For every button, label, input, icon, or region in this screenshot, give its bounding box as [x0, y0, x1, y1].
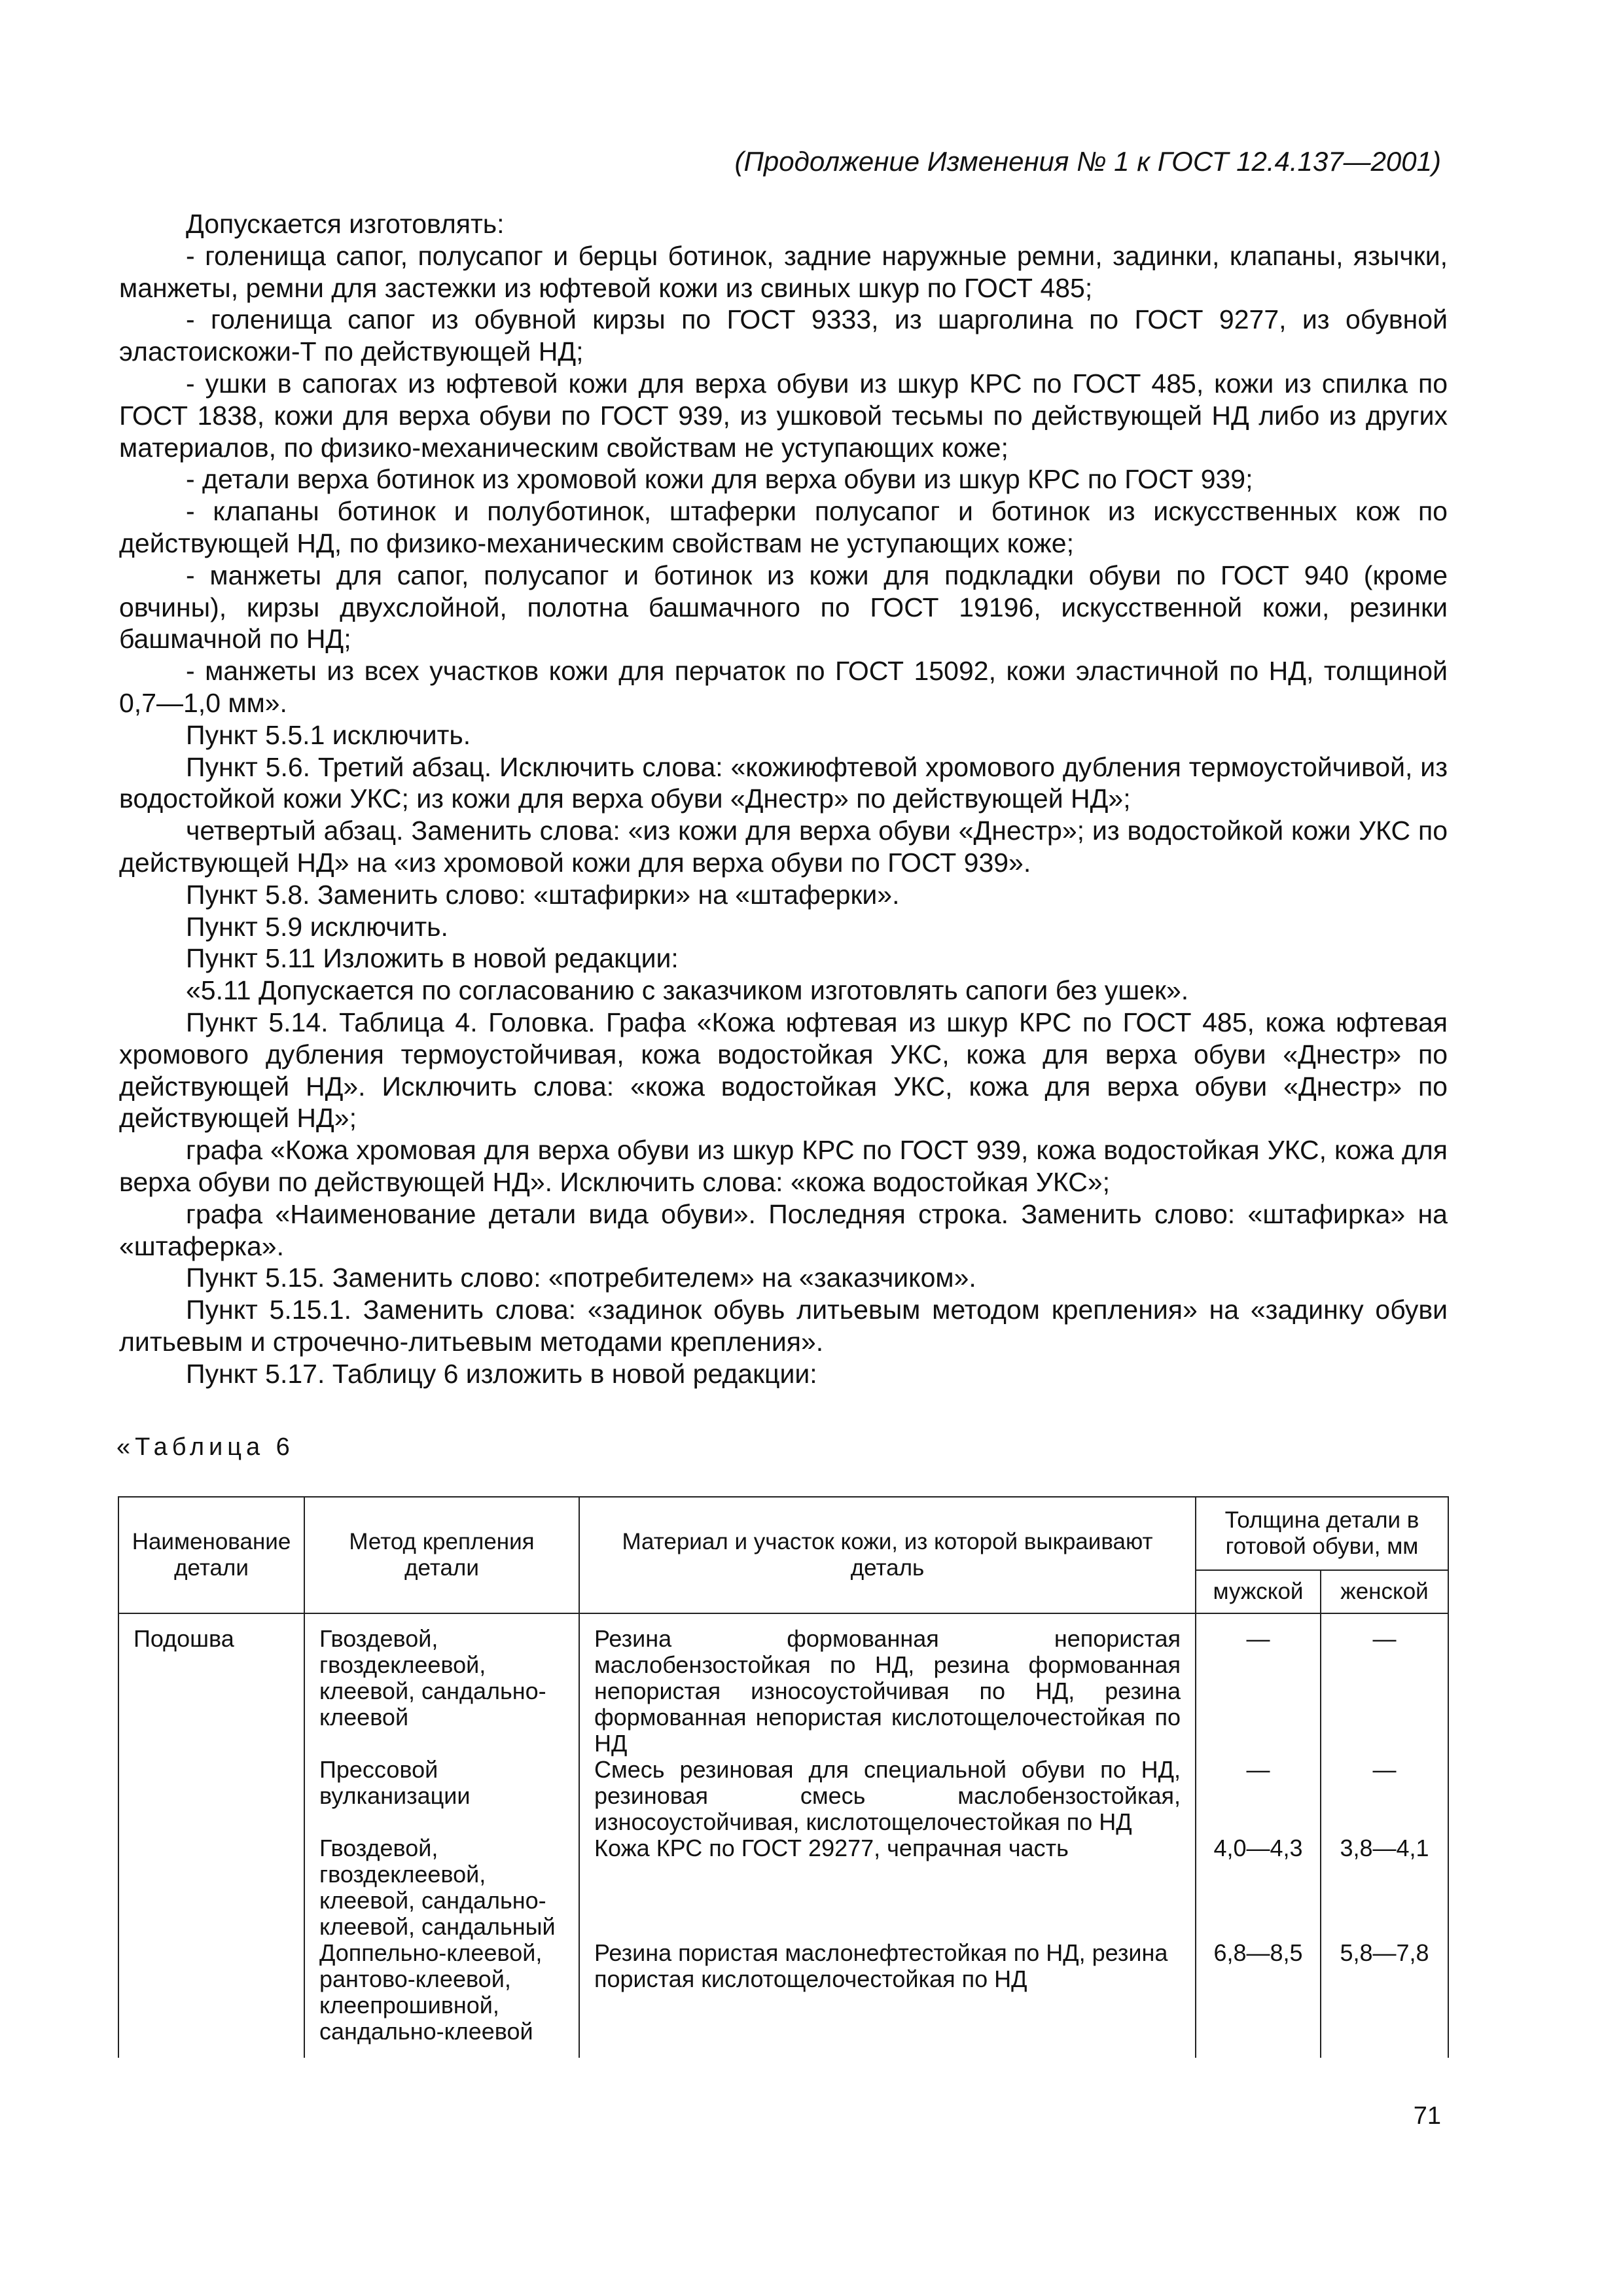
table-6: [118, 1496, 1448, 2058]
paragraph: - манжеты для сапог, полусапог и ботинок из кожи для подкладки обуви по ГОСТ 940 (кроме овчины), кирзы двухслойной, полотна башмачного по ГОСТ 19196, искусственной кожи, резинки башмачной по НД;: [119, 560, 1448, 655]
cell-part: [118, 1835, 304, 1940]
paragraph: Пункт 5.17. Таблицу 6 изложить в новой редакции:: [186, 1358, 817, 1389]
paragraph: - голенища сапог, полусапог и берцы ботинок, задние наружные ремни, задинки, клапаны, язычки, манжеты, ремни для застежки из юфтевой кожи из свиных шкур по ГОСТ 485;: [119, 240, 1448, 303]
paragraph: графа «Наименование детали вида обуви». Последняя строка. Заменить слово: «штафирка» на «штаферка».: [119, 1198, 1448, 1261]
cell-male: 4,0—4,3: [1196, 1835, 1321, 1940]
cell-material: Кожа КРС по ГОСТ 29277, чепрачная часть: [579, 1835, 1196, 1940]
cell-part: [118, 1757, 304, 1835]
table-row: [118, 1757, 1448, 1835]
header-male: мужской: [1196, 1570, 1321, 1613]
paragraph: - ушки в сапогах из юфтевой кожи для верха обуви из шкур КРС по ГОСТ 485, кожи из спилка по ГОСТ 1838, кожи для верха обуви по ГОСТ 939, из ушковой тесьмы по действующей НД либо из других материалов, по физико-механическим свойствам не уступающих коже;: [119, 368, 1448, 463]
running-header: (Продолжение Изменения № 1 к ГОСТ 12.4.137—2001): [734, 146, 1441, 177]
cell-material: Резина пористая маслонефтестойкая по НД, резина пористая кислотощелочестойкая по НД: [579, 1940, 1196, 2058]
paragraph: Допускается изготовлять:: [186, 209, 505, 239]
table-row: [118, 1613, 1448, 1757]
header-method: Метод крепления детали: [304, 1497, 579, 1613]
paragraph: Пункт 5.14. Таблица 4. Головка. Графа «Кожа юфтевая из шкур КРС по ГОСТ 485, кожа юфтевая хромового дубления термоустойчивая, кожа водостойкая УКС, кожа для верха обуви «Днестр» по действующей НД». Исключить слова: «кожа водостойкая УКС, кожа для верха обуви «Днестр» по действующей НД»;: [119, 1007, 1448, 1134]
paragraph: - детали верха ботинок из хромовой кожи для верха обуви из шкур КРС по ГОСТ 939;: [186, 464, 1253, 495]
header-thickness: Толщина детали в готовой обуви, мм: [1196, 1497, 1448, 1570]
cell-female: —: [1321, 1757, 1448, 1835]
cell-method: Гвоздевой, гвоздеклеевой, клеевой, сандально-клеевой, сандальный: [304, 1835, 579, 1940]
cell-female: —: [1321, 1613, 1448, 1757]
cell-method: Прессовой вулканизации: [304, 1757, 579, 1835]
paragraph: Пункт 5.8. Заменить слово: «штафирки» на «штаферки».: [186, 879, 900, 910]
cell-male: —: [1196, 1613, 1321, 1757]
body-text: [119, 208, 1448, 1390]
table-row: [118, 1835, 1448, 1940]
cell-male: —: [1196, 1757, 1321, 1835]
cell-part: Подошва: [118, 1613, 304, 1757]
paragraph: Пункт 5.5.1 исключить.: [186, 719, 471, 750]
paragraph: четвертый абзац. Заменить слова: «из кожи для верха обуви «Днестр»; из водостойкой кожи УКС по действующей НД» на «из хромовой кожи для верха обуви по ГОСТ 939».: [119, 816, 1448, 878]
cell-material: Смесь резиновая для специальной обуви по НД, резиновая смесь маслобензостойкая, износоустойчивая, кислотощелочестойкая по НД: [579, 1757, 1196, 1835]
thickness-table: [118, 1496, 1449, 2058]
paragraph: - голенища сапог из обувной кирзы по ГОСТ 9333, из шарголина по ГОСТ 9277, из обувной эластоискожи-Т по действующей НД;: [119, 304, 1448, 367]
cell-method: Доппельно-клеевой, рантово-клеевой, клеепрошивной, сандально-клеевой: [304, 1940, 579, 2058]
cell-female: 5,8—7,8: [1321, 1940, 1448, 2058]
paragraph: графа «Кожа хромовая для верха обуви из шкур КРС по ГОСТ 939, кожа водостойкая УКС, кожа для верха обуви по действующей НД». Исключить слова: «кожа водостойкая УКС»;: [119, 1135, 1448, 1197]
paragraph: - клапаны ботинок и полуботинок, штаферки полусапог и ботинок из искусственных кож по действующей НД, по физико-механическим свойствам не уступающих коже;: [119, 496, 1448, 558]
cell-part: [118, 1940, 304, 2058]
table-row: [118, 1940, 1448, 2058]
page-number: 71: [1413, 2102, 1441, 2130]
paragraph: - манжеты из всех участков кожи для перчаток по ГОСТ 15092, кожи эластичной по НД, толщиной 0,7—1,0 мм».: [119, 656, 1448, 718]
header-material: Материал и участок кожи, из которой выкраивают деталь: [579, 1497, 1196, 1613]
table-caption: «Таблица 6: [116, 1433, 294, 1461]
cell-male: 6,8—8,5: [1196, 1940, 1321, 2058]
cell-material: Резина формованная непористая маслобензостойкая по НД, резина формованная непористая износоустойчивая по НД, резина формованная непористая кислотощелочестойкая по НД: [579, 1613, 1196, 1757]
paragraph: «5.11 Допускается по согласованию с заказчиком изготовлять сапоги без ушек».: [186, 975, 1189, 1006]
paragraph: Пункт 5.15. Заменить слово: «потребителем» на «заказчиком».: [186, 1263, 976, 1293]
cell-method: Гвоздевой, гвоздеклеевой, клеевой, сандально-клеевой: [304, 1613, 579, 1757]
header-part-name: Наименование детали: [118, 1497, 304, 1613]
cell-female: 3,8—4,1: [1321, 1835, 1448, 1940]
paragraph: Пункт 5.11 Изложить в новой редакции:: [186, 943, 679, 974]
paragraph: Пункт 5.15.1. Заменить слова: «задинок обувь литьевым методом крепления» на «задинку обуви литьевым и строчечно-литьевым методами крепления».: [119, 1295, 1448, 1357]
paragraph: Пункт 5.9 исключить.: [186, 911, 448, 942]
header-female: женской: [1321, 1570, 1448, 1613]
paragraph: Пункт 5.6. Третий абзац. Исключить слова: «кожиюфтевой хромового дубления термоустойчивой, из водостойкой кожи УКС; из кожи для верха обуви «Днестр» по действующей НД»;: [119, 751, 1448, 814]
